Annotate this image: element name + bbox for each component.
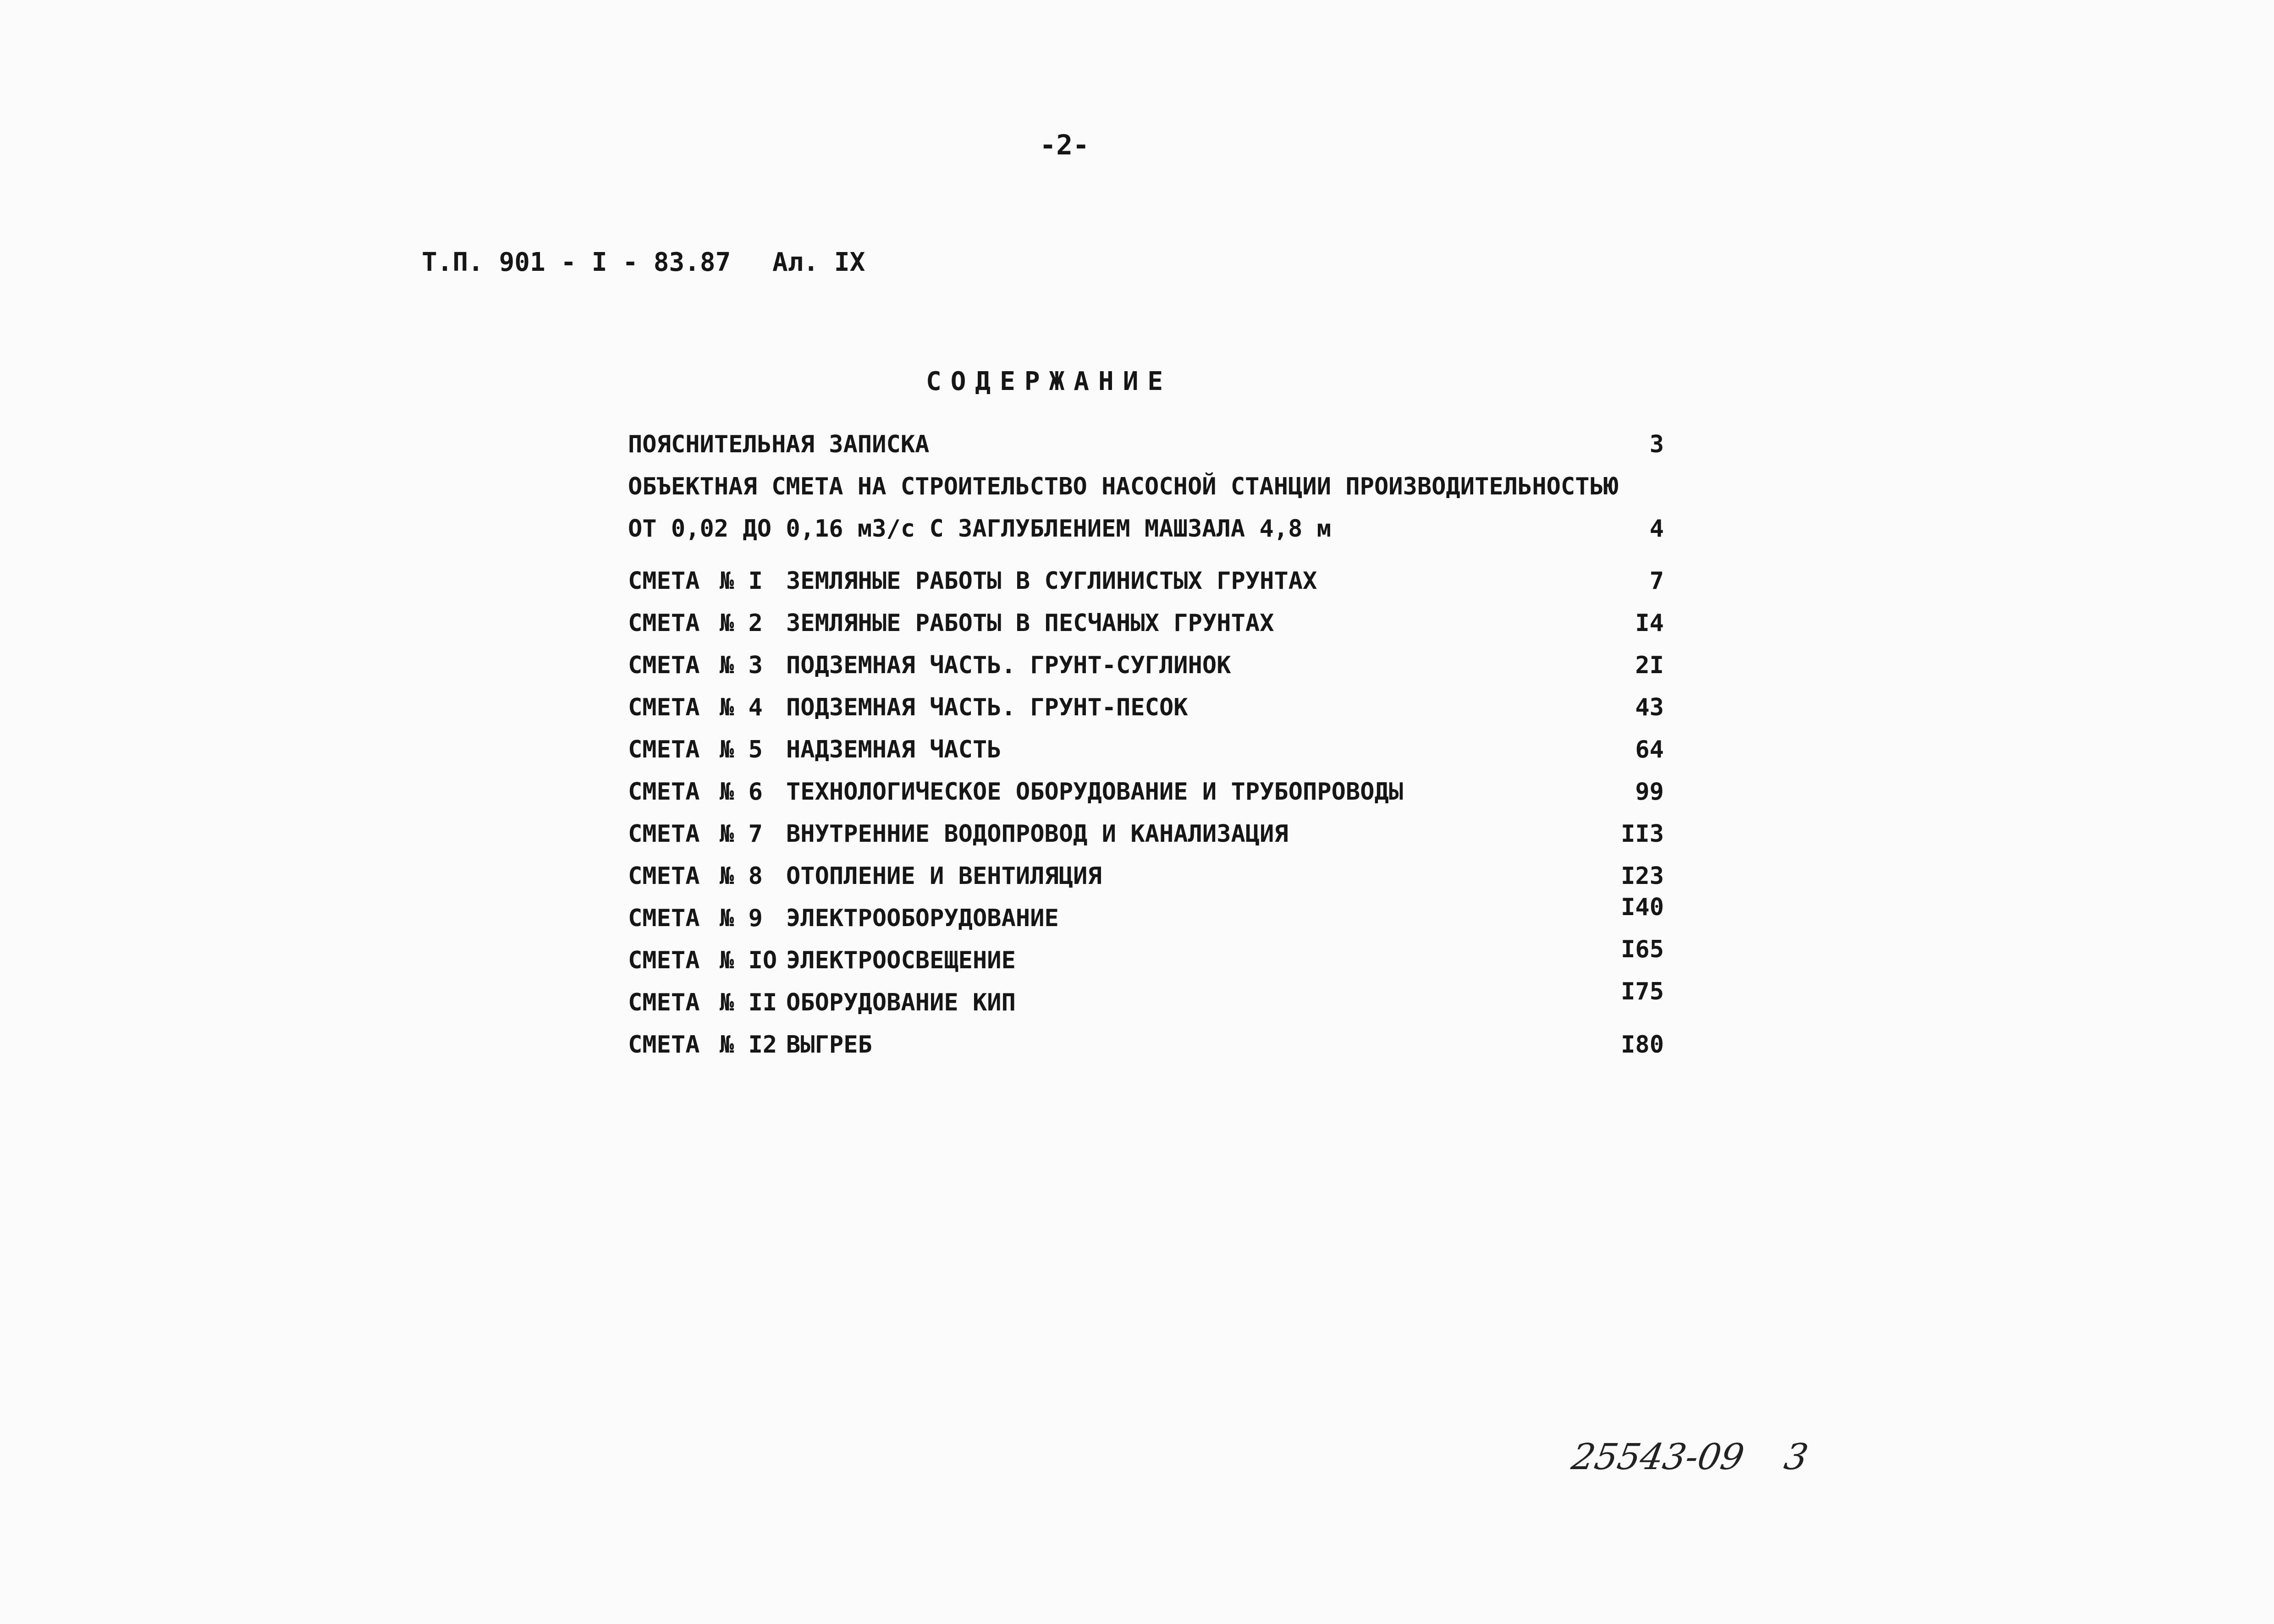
estimate-title: ОТОПЛЕНИЕ И ВЕНТИЛЯЦИЯ xyxy=(786,862,1102,890)
estimate-page: I40 xyxy=(1621,894,1664,921)
toc-estimate-row xyxy=(628,936,1664,979)
toc-item-object-estimate-line1 xyxy=(628,473,1664,505)
estimate-number: № I xyxy=(720,567,763,595)
toc-estimate-row xyxy=(628,736,1664,768)
toc-item-page: 4 xyxy=(1649,515,1664,543)
estimate-page: 7 xyxy=(1649,567,1664,595)
document-code: Т.П. 901 - I - 83.87 xyxy=(422,247,731,277)
toc-title: СОДЕРЖАНИЕ xyxy=(926,367,1173,396)
toc-estimate-row xyxy=(628,978,1664,1021)
toc-estimate-row xyxy=(628,820,1664,852)
toc-estimate-row xyxy=(628,862,1664,894)
estimate-number: № 9 xyxy=(720,905,763,932)
estimate-word: СМЕТА xyxy=(628,694,700,721)
estimate-number: № 2 xyxy=(720,609,763,637)
estimate-word: СМЕТА xyxy=(628,652,700,679)
sheet-number: 3 xyxy=(1781,1437,1811,1478)
estimate-page: 99 xyxy=(1635,778,1664,806)
album-number: Ал. IX xyxy=(772,247,865,277)
toc-item-label: ОТ 0,02 ДО 0,16 м3/с С ЗАГЛУБЛЕНИЕМ МАШЗАЛА 4,8 м xyxy=(628,515,1332,543)
toc-item-object-estimate-line2 xyxy=(628,515,1664,547)
estimate-page: 43 xyxy=(1635,694,1664,721)
estimate-word: СМЕТА xyxy=(628,905,700,932)
estimate-title: ЭЛЕКТРООБОРУДОВАНИЕ xyxy=(786,905,1059,932)
estimate-number: № 8 xyxy=(720,862,763,890)
toc-item-page: 3 xyxy=(1649,431,1664,458)
inventory-number: 25543-09 xyxy=(1569,1437,1747,1478)
estimate-title: ОБОРУДОВАНИЕ КИП xyxy=(786,989,1016,1016)
toc-item-label: ОБЪЕКТНАЯ СМЕТА НА СТРОИТЕЛЬСТВО НАСОСНОЙ СТАНЦИИ ПРОИЗВОДИТЕЛЬНОСТЬЮ xyxy=(628,473,1619,500)
toc-estimate-row xyxy=(628,652,1664,684)
inventory-stamp xyxy=(1569,1437,1811,1478)
estimate-title: ЗЕМЛЯНЫЕ РАБОТЫ В СУГЛИНИСТЫХ ГРУНТАХ xyxy=(786,567,1317,595)
estimate-number: № 4 xyxy=(720,694,763,721)
estimate-word: СМЕТА xyxy=(628,736,700,763)
estimate-word: СМЕТА xyxy=(628,947,700,974)
estimate-title: ПОДЗЕМНАЯ ЧАСТЬ. ГРУНТ-СУГЛИНОК xyxy=(786,652,1231,679)
estimate-word: СМЕТА xyxy=(628,989,700,1016)
toc-item-label: ПОЯСНИТЕЛЬНАЯ ЗАПИСКА xyxy=(628,431,930,458)
toc-item-note xyxy=(628,431,1664,463)
toc-estimate-row xyxy=(628,567,1664,599)
estimate-page: I80 xyxy=(1621,1031,1664,1059)
estimate-page: II3 xyxy=(1621,820,1664,848)
estimate-number: № IO xyxy=(720,947,777,974)
estimate-title: ВЫГРЕБ xyxy=(786,1031,872,1059)
estimate-number: № 5 xyxy=(720,736,763,763)
estimate-title: ЗЕМЛЯНЫЕ РАБОТЫ В ПЕСЧАНЫХ ГРУНТАХ xyxy=(786,609,1274,637)
estimate-word: СМЕТА xyxy=(628,1031,700,1059)
estimate-page: 2I xyxy=(1635,652,1664,679)
estimate-number: № II xyxy=(720,989,777,1016)
estimate-number: № I2 xyxy=(720,1031,777,1059)
estimate-title: ЭЛЕКТРООСВЕЩЕНИЕ xyxy=(786,947,1016,974)
estimate-number: № 3 xyxy=(720,652,763,679)
estimate-word: СМЕТА xyxy=(628,567,700,595)
estimate-word: СМЕТА xyxy=(628,820,700,848)
estimate-title: ТЕХНОЛОГИЧЕСКОЕ ОБОРУДОВАНИЕ И ТРУБОПРОВОДЫ xyxy=(786,778,1404,806)
toc-estimate-row xyxy=(628,894,1664,937)
estimate-word: СМЕТА xyxy=(628,862,700,890)
estimate-number: № 6 xyxy=(720,778,763,806)
estimate-title: ПОДЗЕМНАЯ ЧАСТЬ. ГРУНТ-ПЕСОК xyxy=(786,694,1188,721)
estimate-page: I4 xyxy=(1635,609,1664,637)
toc-estimate-row xyxy=(628,694,1664,726)
page-number: -2- xyxy=(1040,129,1090,161)
estimate-page: 64 xyxy=(1635,736,1664,763)
toc-estimate-row xyxy=(628,609,1664,642)
estimate-page: I65 xyxy=(1621,936,1664,963)
toc-estimate-row xyxy=(628,778,1664,810)
estimate-title: ВНУТРЕННИЕ ВОДОПРОВОД И КАНАЛИЗАЦИЯ xyxy=(786,820,1288,848)
estimate-word: СМЕТА xyxy=(628,778,700,806)
estimate-page: I23 xyxy=(1621,862,1664,890)
estimate-title: НАДЗЕМНАЯ ЧАСТЬ xyxy=(786,736,1002,763)
estimate-page: I75 xyxy=(1621,978,1664,1005)
toc-estimate-row xyxy=(628,1031,1664,1063)
estimate-word: СМЕТА xyxy=(628,609,700,637)
estimate-number: № 7 xyxy=(720,820,763,848)
